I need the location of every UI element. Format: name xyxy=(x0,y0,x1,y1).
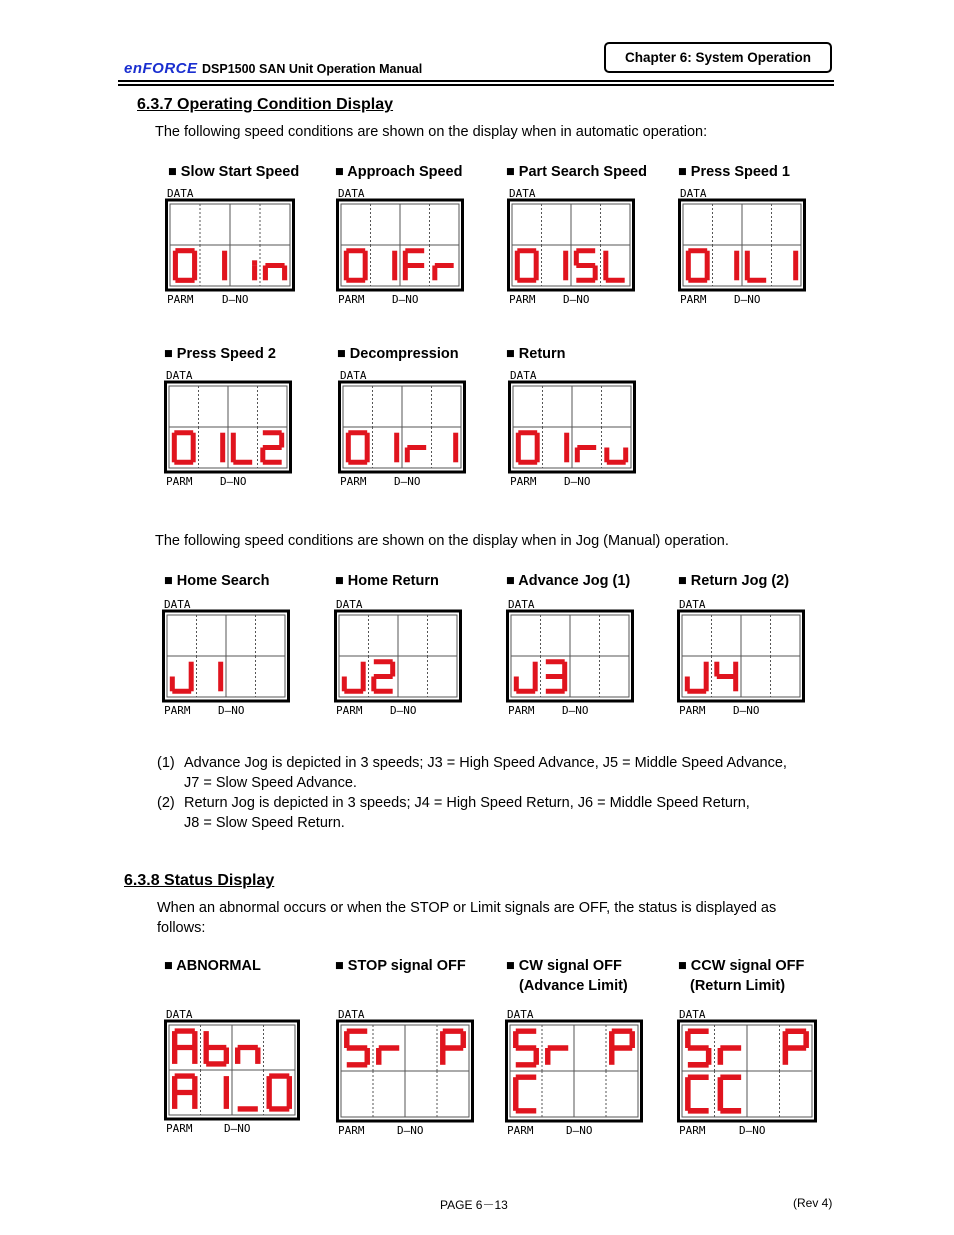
data-label: DATA xyxy=(167,187,194,200)
parm-label: PARM xyxy=(509,293,536,306)
dno-label: D–NO xyxy=(220,475,247,488)
display-part-search xyxy=(507,186,635,320)
label-cw-off-sub: (Advance Limit) xyxy=(519,978,628,994)
chapter-box: Chapter 6: System Operation xyxy=(604,42,832,73)
dno-label: D–NO xyxy=(218,704,245,717)
dno-label: D–NO xyxy=(397,1124,424,1137)
data-label: DATA xyxy=(509,187,536,200)
auto-intro-text: The following speed conditions are shown on the display when in automatic operation: xyxy=(155,124,708,140)
display-stop-off xyxy=(336,1007,474,1151)
label-home-return: ■ Home Return xyxy=(335,573,439,589)
parm-label: PARM xyxy=(338,1124,365,1137)
parm-label: PARM xyxy=(340,475,367,488)
label-part-search: ■ Part Search Speed xyxy=(506,164,647,180)
display-cw-off xyxy=(505,1007,643,1151)
parm-label: PARM xyxy=(679,1124,706,1137)
label-cw-off: ■ CW signal OFF xyxy=(506,958,622,974)
display-home-return xyxy=(334,597,462,731)
parm-label: PARM xyxy=(679,704,706,717)
display-slow-start xyxy=(165,186,295,320)
data-label: DATA xyxy=(336,598,363,611)
label-home-search: ■ Home Search xyxy=(164,573,270,589)
section-heading-637: 6.3.7 Operating Condition Display xyxy=(137,96,394,113)
manual-title: DSP1500 SAN Unit Operation Manual xyxy=(202,62,423,76)
data-label: DATA xyxy=(166,1008,193,1021)
label-advance-jog: ■ Advance Jog (1) xyxy=(506,573,631,589)
parm-label: PARM xyxy=(507,1124,534,1137)
parm-label: PARM xyxy=(166,1122,193,1135)
label-abnormal: ■ ABNORMAL xyxy=(164,958,261,974)
note-1-line-1: Advance Jog is depicted in 3 speeds; J3 = High Speed Advance, J5 = Middle Speed Advance, xyxy=(184,755,787,771)
display-ccw-off xyxy=(677,1007,817,1151)
data-label: DATA xyxy=(338,1008,365,1021)
dno-label: D–NO xyxy=(566,1124,593,1137)
display-abnormal xyxy=(164,1007,300,1149)
parm-label: PARM xyxy=(510,475,537,488)
display-press-1 xyxy=(678,186,806,320)
label-stop-off: ■ STOP signal OFF xyxy=(335,958,466,974)
data-label: DATA xyxy=(510,369,537,382)
page-number: PAGE 6－13 xyxy=(440,1198,508,1212)
display-advance-jog xyxy=(506,597,634,731)
data-label: DATA xyxy=(164,598,191,611)
data-label: DATA xyxy=(508,598,535,611)
data-label: DATA xyxy=(338,187,365,200)
display-return xyxy=(508,368,636,502)
parm-label: PARM xyxy=(336,704,363,717)
parm-label: PARM xyxy=(166,475,193,488)
dno-label: D–NO xyxy=(562,704,589,717)
label-press-2: ■ Press Speed 2 xyxy=(164,346,276,362)
dno-label: D–NO xyxy=(222,293,249,306)
label-approach: ■ Approach Speed xyxy=(335,164,463,180)
revision: (Rev 4) xyxy=(793,1196,833,1210)
note-2-line-1: Return Jog is depicted in 3 speeds; J4 = High Speed Return, J6 = Middle Speed Return, xyxy=(184,795,750,811)
display-home-search xyxy=(162,597,290,731)
dno-label: D–NO xyxy=(563,293,590,306)
jog-intro-text: The following speed conditions are shown on the display when in Jog (Manual) operation. xyxy=(155,533,729,549)
display-approach xyxy=(336,186,464,320)
dno-label: D–NO xyxy=(390,704,417,717)
data-label: DATA xyxy=(340,369,367,382)
status-intro-text: When an abnormal occurs or when the STOP or Limit signals are OFF, the status is displayed as follows: xyxy=(157,900,777,936)
label-press-1: ■ Press Speed 1 xyxy=(678,164,790,180)
note-2-line-2: J8 = Slow Speed Return. xyxy=(184,815,345,831)
header-rule-2 xyxy=(118,84,834,86)
label-return-jog: ■ Return Jog (2) xyxy=(678,573,790,589)
header-rule xyxy=(118,80,834,82)
label-ccw-off-sub: (Return Limit) xyxy=(690,978,786,994)
dno-label: D–NO xyxy=(734,293,761,306)
segment-dot xyxy=(252,260,257,265)
dno-label: D–NO xyxy=(224,1122,251,1135)
data-label: DATA xyxy=(680,187,707,200)
data-label: DATA xyxy=(166,369,193,382)
dno-label: D–NO xyxy=(739,1124,766,1137)
note-1-number: (1) xyxy=(157,755,175,771)
data-label: DATA xyxy=(507,1008,534,1021)
section-heading-638: 6.3.8 Status Display xyxy=(124,872,275,889)
note-1-line-2: J7 = Slow Speed Advance. xyxy=(184,775,357,791)
display-decompression xyxy=(338,368,466,502)
note-2-number: (2) xyxy=(157,795,175,811)
data-label: DATA xyxy=(679,1008,706,1021)
enforce-logo: enFORCE xyxy=(124,60,198,77)
parm-label: PARM xyxy=(338,293,365,306)
dno-label: D–NO xyxy=(733,704,760,717)
bottom-row-char-3 xyxy=(252,260,257,280)
display-return-jog xyxy=(677,597,805,731)
parm-label: PARM xyxy=(164,704,191,717)
display-press-2 xyxy=(164,368,292,502)
label-ccw-off: ■ CCW signal OFF xyxy=(678,958,805,974)
data-label: DATA xyxy=(679,598,706,611)
dno-label: D–NO xyxy=(392,293,419,306)
label-decompression: ■ Decompression xyxy=(337,346,459,362)
parm-label: PARM xyxy=(508,704,535,717)
label-return: ■ Return xyxy=(506,346,566,362)
parm-label: PARM xyxy=(680,293,707,306)
dno-label: D–NO xyxy=(394,475,421,488)
dno-label: D–NO xyxy=(564,475,591,488)
label-slow-start: ■ Slow Start Speed xyxy=(168,164,300,180)
parm-label: PARM xyxy=(167,293,194,306)
